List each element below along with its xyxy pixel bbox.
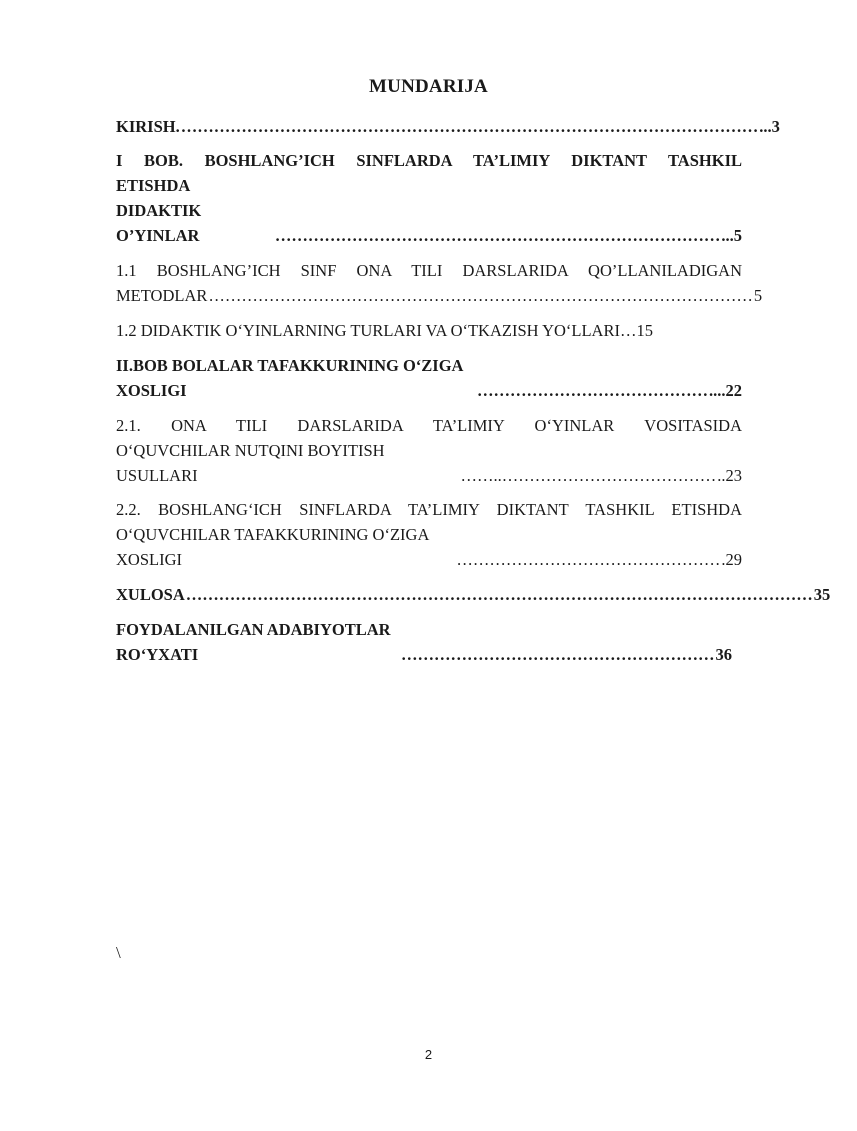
toc-entry-2-2[interactable] bbox=[116, 497, 742, 572]
toc-entry-adabiyotlar[interactable] bbox=[116, 617, 732, 667]
toc-page: ..23 bbox=[717, 466, 742, 485]
toc-page: …15 bbox=[619, 321, 653, 340]
toc-page: ....22 bbox=[709, 381, 742, 400]
toc-leader: …………………………………………………………………………………………………… bbox=[185, 585, 813, 604]
toc-entry-chapter-1[interactable] bbox=[116, 148, 742, 248]
toc-label-line1: I BOB. BOSHLANG’ICH SINFLARDA TA’LIMIY DIKTANT TASHKIL bbox=[116, 151, 742, 170]
toc-label-line2-row bbox=[116, 173, 742, 248]
toc-entry-xulosa[interactable] bbox=[116, 582, 831, 607]
toc-entry-kirish[interactable] bbox=[116, 114, 780, 139]
toc-label-line2-row bbox=[116, 438, 742, 488]
table-of-contents bbox=[116, 114, 831, 667]
toc-label-line1: 1.1 BOSHLANG’ICH SINF ONA TILI DARSLARIDA QO’LLANILADIGAN bbox=[116, 261, 742, 280]
toc-leader: …………………………………………………………………………………………… bbox=[180, 117, 759, 136]
toc-entry-1-1[interactable] bbox=[116, 258, 763, 308]
toc-leader: ………………………………………………… bbox=[401, 645, 715, 664]
toc-page: ...5 bbox=[721, 226, 742, 245]
toc-label-line2-row bbox=[116, 522, 742, 572]
toc-label-line2: ETISHDA DIDAKTIK O’YINLAR bbox=[116, 176, 202, 245]
toc-page: 35 bbox=[813, 585, 831, 604]
toc-entry-chapter-2[interactable] bbox=[116, 353, 742, 403]
toc-label: FOYDALANILGAN ADABIYOTLAR RO‘YXATI bbox=[116, 620, 391, 664]
toc-leader: …………………………………… bbox=[477, 381, 708, 400]
toc-page: ...3 bbox=[759, 117, 780, 136]
page-title: MUNDARIJA bbox=[369, 76, 488, 97]
footer-mark: \ bbox=[116, 943, 121, 962]
toc-leader: ………………………………………… bbox=[456, 550, 721, 569]
toc-label-line2: O‘QUVCHILAR NUTQINI BOYITISH USULLARI bbox=[116, 441, 385, 485]
toc-label: KIRISH. bbox=[116, 117, 180, 136]
toc-label: XULOSA bbox=[116, 585, 185, 604]
toc-page: 36 bbox=[715, 645, 732, 664]
page-number: 2 bbox=[424, 1047, 433, 1062]
toc-label: 1.2 DIDAKTIK O‘YINLARNING TURLARI VA O‘TKAZISH YO‘LLARI bbox=[116, 321, 620, 340]
toc-page: .29 bbox=[721, 550, 742, 569]
toc-page: 5 bbox=[753, 286, 763, 305]
toc-entry-1-2[interactable] bbox=[116, 318, 742, 343]
toc-label-line1: 2.2. BOSHLANG‘ICH SINFLARDA TA’LIMIY DIKTANT TASHKIL ETISHDA bbox=[116, 500, 742, 519]
toc-label: II.BOB BOLALAR TAFAKKURINING O‘ZIGA XOSLIGI bbox=[116, 356, 463, 400]
toc-label-line1: 2.1. ONA TILI DARSLARIDA TA’LIMIY O‘YINLAR VOSITASIDA bbox=[116, 416, 742, 435]
toc-leader: ……………………………………………………………………… bbox=[274, 226, 721, 245]
toc-leader: ……..………………………………… bbox=[460, 466, 717, 485]
toc-label-line2-row bbox=[116, 283, 763, 308]
toc-leader: ……………………………………………………………………………………… bbox=[208, 286, 753, 305]
toc-label-line2: METODLAR bbox=[116, 286, 208, 305]
toc-entry-2-1[interactable] bbox=[116, 413, 742, 488]
toc-label-line2: O‘QUVCHILAR TAFAKKURINING O‘ZIGA XOSLIGI bbox=[116, 525, 429, 569]
